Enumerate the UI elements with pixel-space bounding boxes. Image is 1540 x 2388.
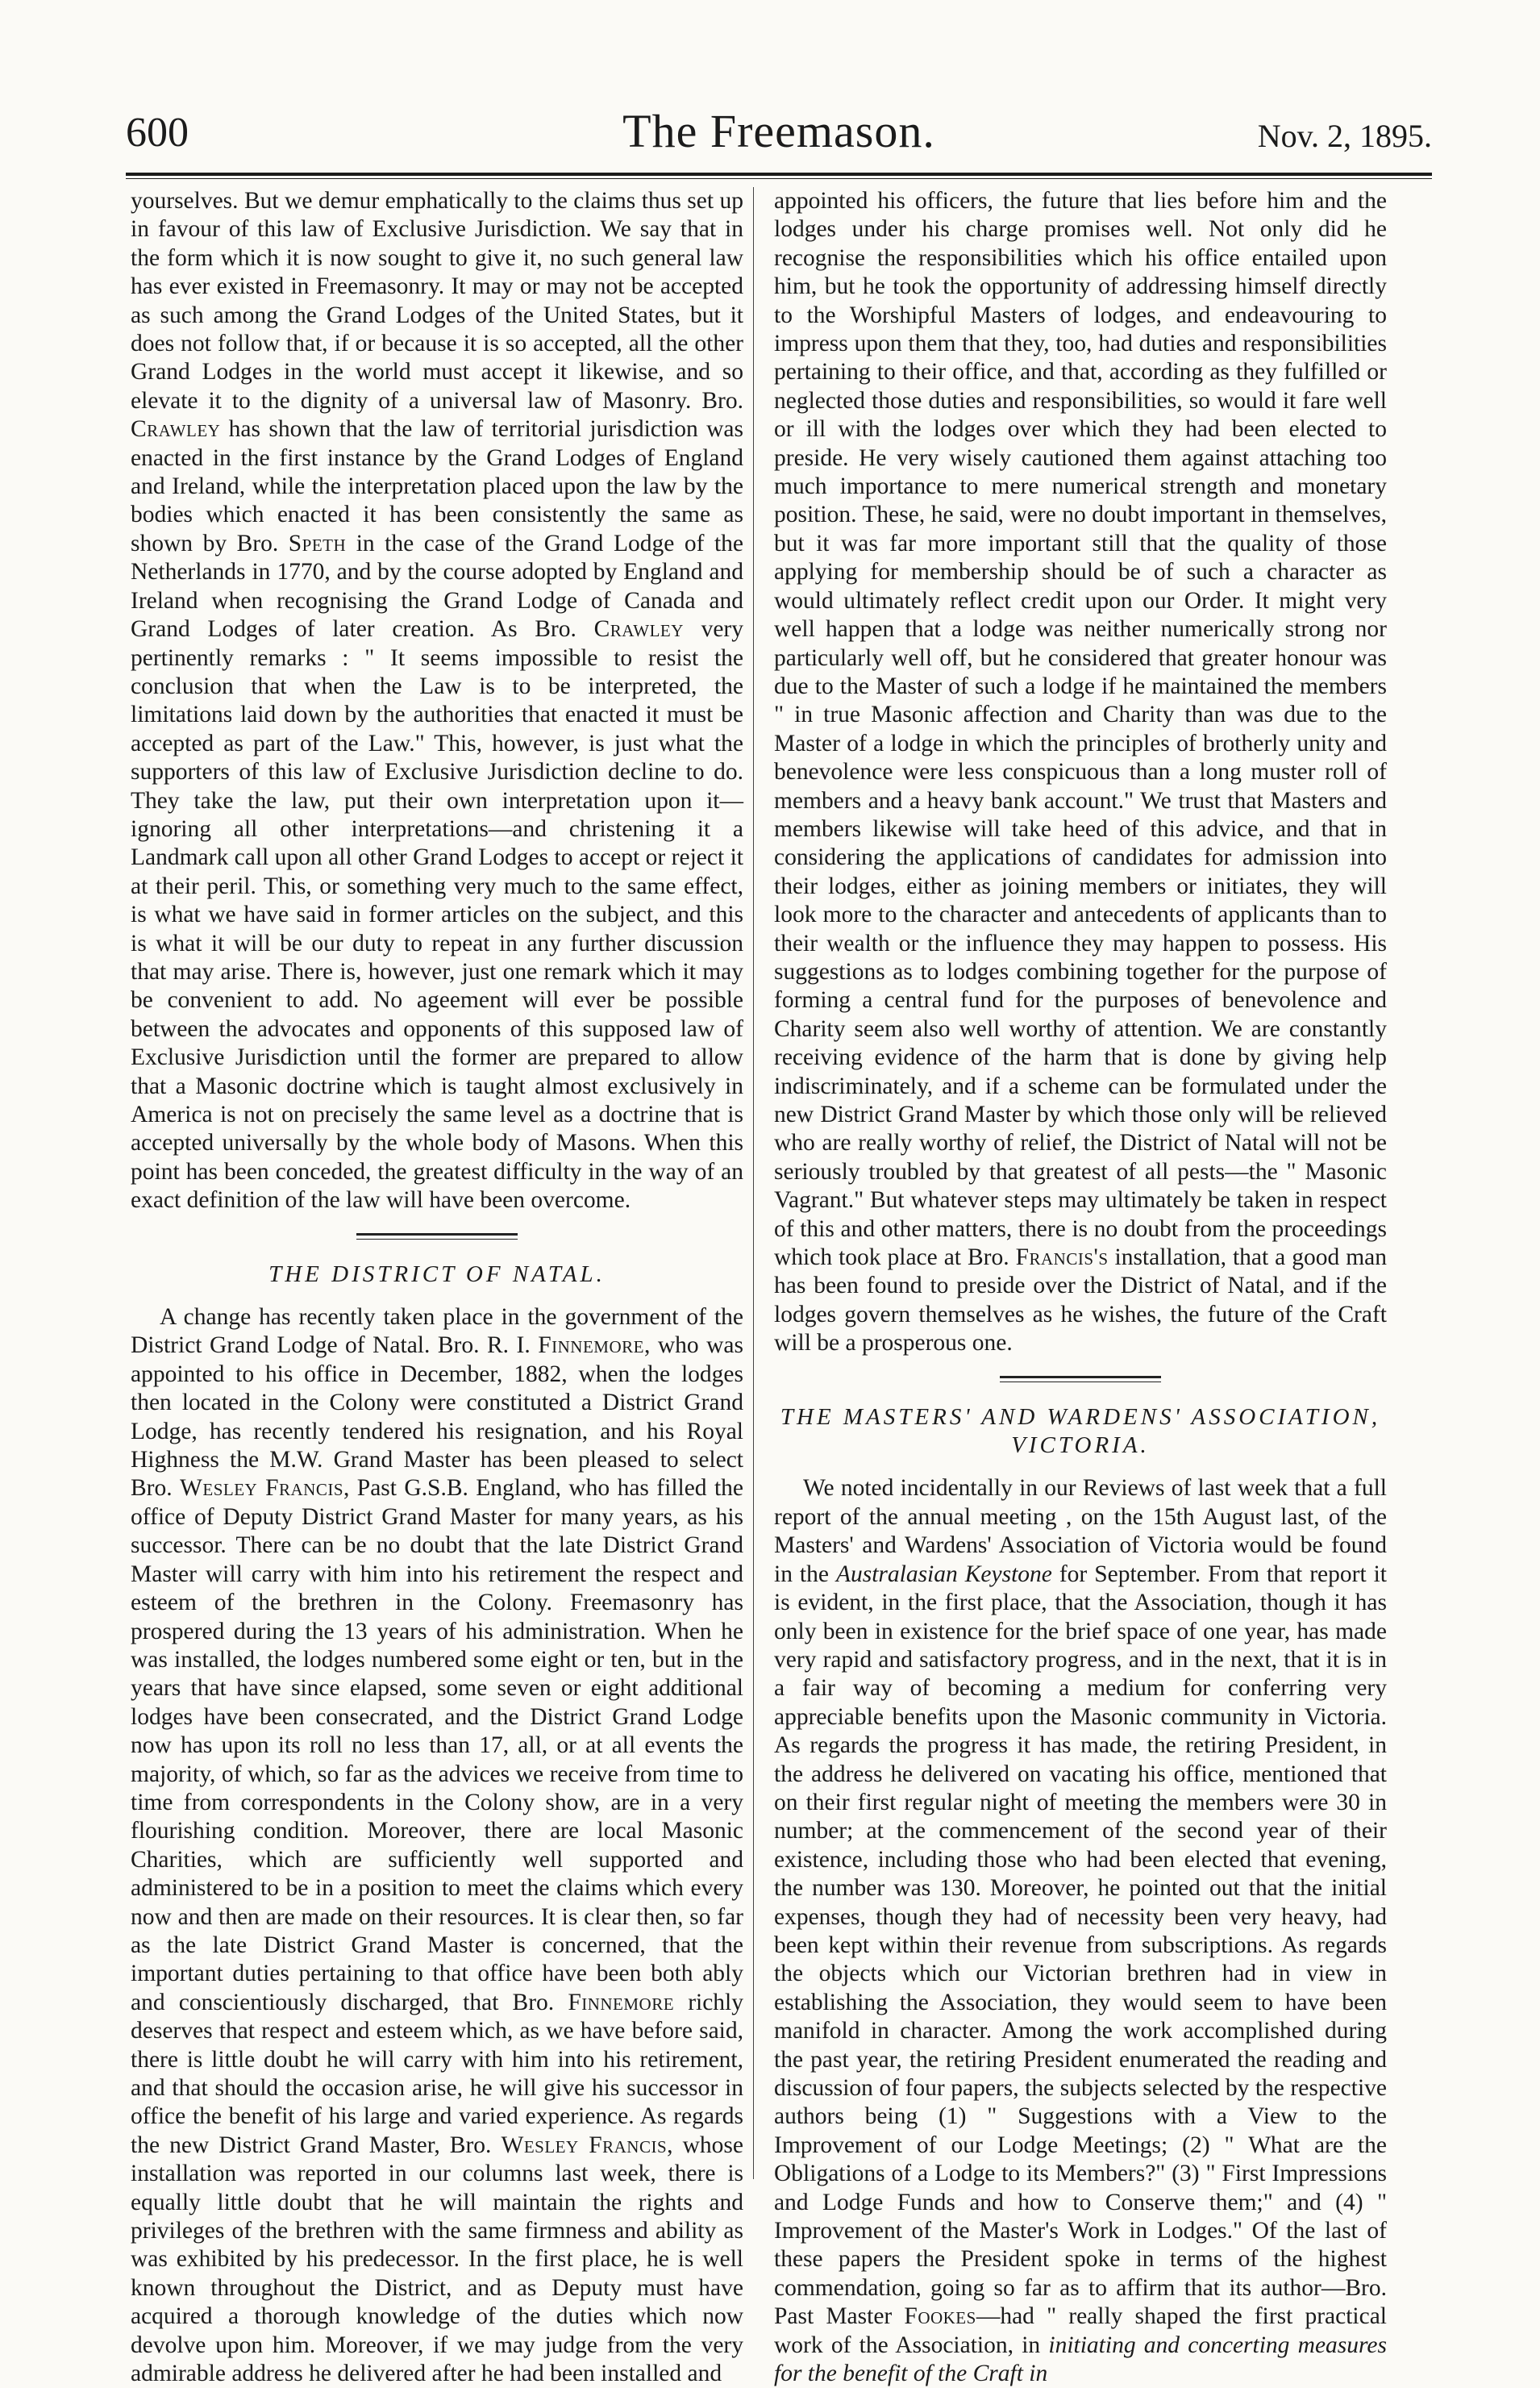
masthead	[126, 105, 1432, 172]
header-rule-thin	[126, 178, 1432, 179]
publication-title: The Freemason.	[622, 105, 935, 157]
article-paragraph: yourselves. But we demur emphatically to the claims thus set up in favour of this law of Exclusive Jurisdiction. We say that in the form which it is now sought to give it, no such general law has ever existed in Freemasonry. It may or may not be accepted as such among the Grand Lodges of the United States, but it does not follow that, if or because it is so accepted, all the other Grand Lodges in the world must accept it likewise, and so elevate it to the dignity of a universal law of Masonry. Bro. Crawley has shown that the law of territorial jurisdiction was enacted in the first instance by the Grand Lodges of England and Ireland, while the interpretation placed upon the law by the bodies which enacted it has been consistently the same as shown by Bro. Speth in the case of the Grand Lodge of the Netherlands in 1770, and by the course adopted by England and Ireland when recognising the Grand Lodge of Canada and Grand Lodges of later creation. As Bro. Crawley very pertinently remarks : " It seems impossible to resist the conclusion that when the Law is to be interpreted, the limitations laid down by the authorities that enacted it must be accepted as part of the Law." This, however, is just what the supporters of this law of Exclusive Jurisdiction decline to do. They take the law, put their own interpretation upon it—ignoring all other interpretations—and christening it a Landmark call upon all other Grand Lodges to accept or reject it at their peril. This, or something very much to the same effect, is what we have said in former articles on the subject, and this is what it will be our duty to repeat in any further discussion that may arise. There is, however, just one remark which it may be convenient to add. No ageement will ever be possible between the advocates and opponents of this supposed law of Exclusive Jurisdiction until the former are prepared to allow that a Masonic doctrine which is taught almost exclusively in America is not on precisely the same level as a doctrine that is accepted universally by the whole body of Masons. When this point has been conceded, the greatest difficulty in the way of an exact definition of the law will have been overcome.	[131, 188, 744, 1214]
section-separator	[1000, 1376, 1161, 1382]
person-name: Finnemore	[538, 1332, 644, 1359]
person-name: Fookes	[904, 2303, 976, 2330]
person-name: Francis's	[1015, 1244, 1109, 1271]
publication-name: Australasian Keystone	[835, 1561, 1052, 1587]
article-paragraph: A change has recently taken place in the government of the District Grand Lodge of Natal. Bro. R. I. Finnemore, who was appointed to his office in December, 1882, when the lodges then located in the Colony were constituted a District Grand Lodge, has recently tendered his resignation, and his Royal Highness the M.W. Grand Master has been pleased to select Bro. Wesley Francis, Past G.S.B. England, who has filled the office of Deputy District Grand Master for many years, as his successor. There can be no doubt that the late District Grand Master will carry with him into his retirement the respect and esteem of the brethren in the Colony. Freemasonry has prospered during the 13 years of his administration. When he was installed, the lodges numbered some eight or ten, but in the years that have since elapsed, some seven or eight additional lodges have been consecrated, and the District Grand Lodge now has upon its roll no less than 17, all, or at all events the majority, of which, so far as the advices we receive from time to time from correspondents in the Colony show, are in a very flourishing condition. Moreover, there are local Masonic Charities, which are sufficiently well supported and administered to be in a position to meet the claims which every now and then are made on their resources. It is clear then, so far as the late District Grand Master is concerned, that the important duties pertaining to that office have been both ably and conscientiously discharged, that Bro. Finnemore richly deserves that respect and esteem which, as we have before said, there is little doubt he will carry with him into his retirement, and that should the occasion arise, he will give his successor in office the benefit of his large and varied experience. As regards the new District Grand Master, Bro. Wesley Francis, whose installation was reported in our columns last week, there is equally little doubt that he will maintain the rights and privileges of the brethren with the same firmness and ability as was exhibited by his predecessor. In the first place, he is well known throughout the District, and as Deputy must have acquired a thorough knowledge of the duties which now devolve upon him. Moreover, if we may judge from the very admirable address he delivered after he had been installed and	[131, 1304, 744, 2387]
article-heading: THE MASTERS' AND WARDENS' ASSOCIATION, VICTORIA.	[780, 1403, 1381, 1459]
issue-date: Nov. 2, 1895.	[1257, 118, 1432, 154]
person-name: Wesley Francis	[180, 1475, 344, 1502]
quoted-text: initiating and concerting measures for the benefit of the Craft in	[774, 2332, 1387, 2387]
person-name: Crawley	[131, 416, 221, 443]
person-name: Finnemore	[568, 1989, 675, 2015]
column-divider	[753, 187, 754, 2179]
section-separator	[356, 1233, 518, 1240]
right-column	[774, 187, 1387, 2388]
person-name: Crawley	[593, 616, 684, 643]
article-paragraph: We noted incidentally in our Reviews of last week that a full report of the annual meeting , on the 15th August last, of the Masters' and Wardens' Association of Victoria would be found in the Australasian Keystone for September. From that report it is evident, in the first place, that the Association, though it has only been in existence for the brief space of one year, has made very rapid and satisfactory progress, and in the next, that it is in a fair way of becoming a medium for conferring very appreciable benefits upon the Masonic community in Victoria. As regards the progress it has made, the retiring President, in the address he delivered on vacating his office, mentioned that on their first regular night of meeting the members were 30 in number; at the commencement of the second year of their existence, including those who had been elected that evening, the number was 130. Moreover, he pointed out that the initial expenses, though they had of necessity been very heavy, had been kept within their revenue from subscriptions. As regards the objects which our Victorian brethren had in view in establishing the Association, they would seem to have been manifold in character. Among the work accomplished during the past year, the retiring President enumerated the reading and discussion of four papers, the subjects selected by the respective authors being (1) " Suggestions with a View to the Improvement of our Lodge Meetings; (2) " What are the Obligations of a Lodge to its Members?" (3) " First Impressions and Lodge Funds and how to Conserve them;" and (4) " Improvement of the Master's Work in Lodges." Of the last of these papers the President spoke in terms of the highest commendation, going so far as to affirm that its author—Bro. Past Master Fookes—had " really shaped the first practical work of the Association, in initiating and concerting measures for the benefit of the Craft in	[774, 1475, 1388, 2387]
article-paragraph: appointed his officers, the future that lies before him and the lodges under his charge promises well. Not only did he recognise the responsibilities which his office entailed upon him, but he took the opportunity of addressing himself directly to the Worshipful Masters of lodges, and endeavouring to impress upon them that they, too, had duties and responsibilities pertaining to their office, and that, according as they fulfilled or neglected those duties and responsibilities, so would it fare well or ill with the lodges over which they had been elected to preside. He very wisely cautioned them against attaching too much importance to mere numerical strength and monetary position. These, he said, were no doubt important in themselves, but it was far more important still that the quality of those applying for membership should be of such a character as would ultimately reflect credit upon our Order. It might very well happen that a lodge was neither numerically strong nor particularly well off, but he considered that greater honour was due to the Master of such a lodge if he maintained the members " in true Masonic affection and Charity than was due to the Master of a lodge in which the principles of brotherly unity and benevolence were less conspicuous than a long muster roll of members and a heavy bank account." We trust that Masters and members likewise will take heed of this advice, and that in considering the applications of candidates for admission into their lodges, either as joining members or initiates, they will look more to the character and antecedents of applicants than to their wealth or the influence they may happen to possess. His suggestions as to lodges combining together for the purpose of forming a central fund for the purposes of benevolence and Charity seem also well worthy of attention. We are constantly receiving evidence of the harm that is done by giving help indiscriminately, and if a scheme can be formulated under the new District Grand Master by which those only will be relieved who are really worthy of relief, the District of Natal will not be seriously troubled by that greatest of all pests—the " Masonic Vagrant." But whatever steps may ultimately be taken in respect of this and other matters, there is no doubt from the proceedings which took place at Bro. Francis's installation, that a good man has been found to preside over the District of Natal, and if the lodges govern themselves as he wishes, the future of the Craft will be a prosperous one.	[774, 188, 1388, 1357]
person-name: Wesley Francis	[501, 2132, 668, 2158]
article-heading: THE DISTRICT OF NATAL.	[268, 1261, 606, 1287]
person-name: Speth	[288, 530, 347, 556]
left-column	[131, 187, 743, 2388]
header-rule	[126, 173, 1432, 176]
page-number: 600	[126, 110, 189, 156]
